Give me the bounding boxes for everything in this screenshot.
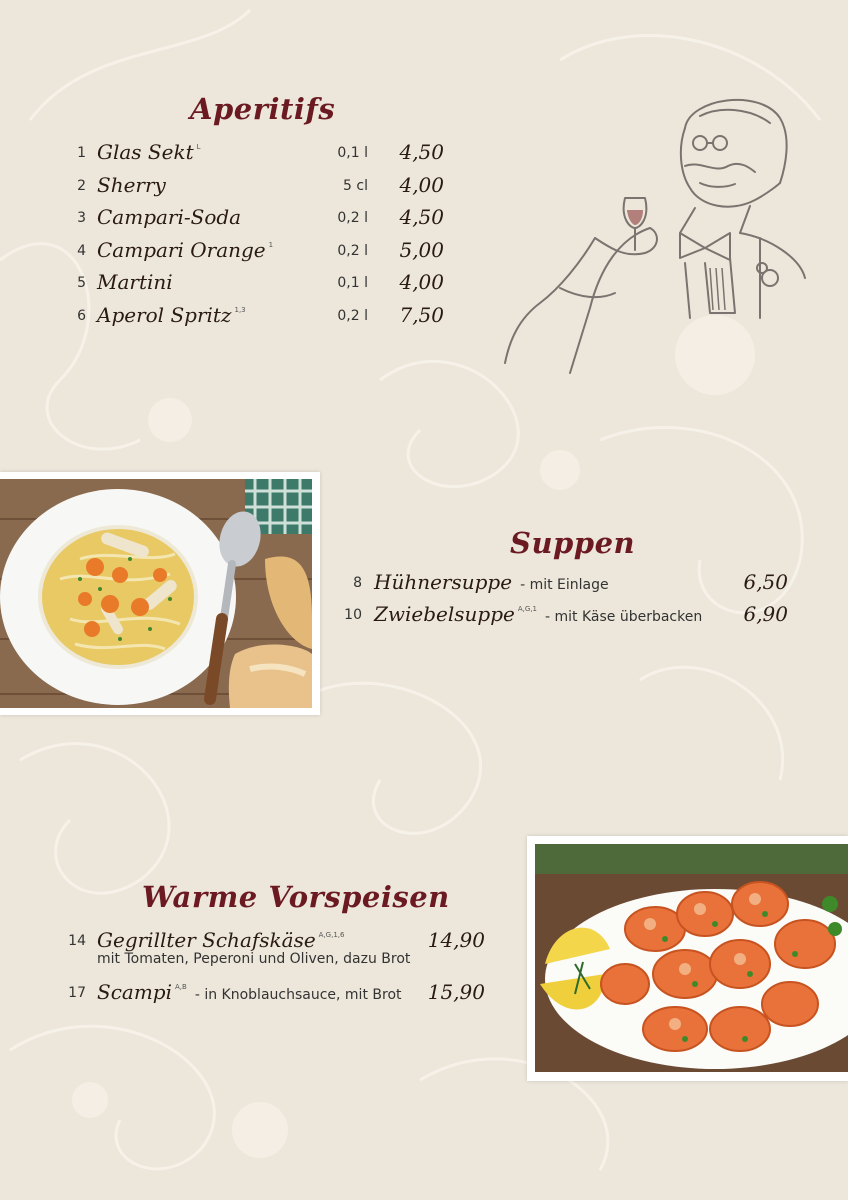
item-number: 4 bbox=[77, 242, 86, 259]
item-number: 10 bbox=[344, 607, 362, 623]
item-name-text: Gegrillter Schafskäse bbox=[97, 928, 316, 952]
item-name bbox=[97, 140, 201, 164]
item-name-text: Zwiebelsuppe bbox=[374, 602, 515, 626]
item-volume: 5 cl bbox=[343, 177, 368, 194]
item-description: - mit Käse überbacken bbox=[545, 609, 703, 625]
item-name bbox=[97, 238, 273, 262]
item-name-text: Campari-Soda bbox=[97, 205, 242, 229]
item-volume: 0,2 l bbox=[337, 210, 368, 226]
item-subline: mit Tomaten, Peperoni und Oliven, dazu Brot bbox=[97, 951, 411, 967]
item-name bbox=[97, 205, 241, 229]
allergen-codes: A,G,1,6 bbox=[318, 931, 345, 939]
item-description: - mit Einlage bbox=[520, 577, 609, 593]
item-name-text: Scampi bbox=[97, 980, 172, 1004]
item-name-text: Campari Orange bbox=[97, 237, 266, 262]
allergen-codes: 1 bbox=[268, 240, 274, 249]
item-price: 4,00 bbox=[399, 270, 444, 294]
item-number: 5 bbox=[77, 275, 86, 291]
allergen-codes: L bbox=[196, 143, 201, 151]
item-name bbox=[374, 602, 702, 626]
scampi-photo bbox=[527, 836, 848, 1081]
item-number: 3 bbox=[77, 210, 86, 226]
item-name-text: Aperol Spritz bbox=[97, 302, 232, 327]
item-price: 4,00 bbox=[399, 172, 444, 197]
item-number: 14 bbox=[68, 933, 86, 949]
suppen-title: Suppen bbox=[510, 526, 636, 560]
item-price: 6,90 bbox=[743, 602, 788, 626]
item-name-text: Glas Sekt bbox=[97, 140, 194, 164]
item-number: 8 bbox=[353, 575, 362, 591]
item-price: 5,00 bbox=[399, 237, 444, 262]
aperitifs-title: Aperitifs bbox=[190, 92, 336, 126]
item-name bbox=[97, 173, 166, 197]
allergen-codes: 1,3 bbox=[234, 305, 246, 314]
allergen-codes: A,B bbox=[175, 983, 187, 991]
item-number: 6 bbox=[77, 307, 86, 324]
vorspeisen-title: Warme Vorspeisen bbox=[142, 880, 450, 914]
item-name-text: Martini bbox=[97, 270, 173, 294]
item-price: 7,50 bbox=[399, 302, 444, 327]
item-name bbox=[97, 270, 173, 294]
allergen-codes: A,G,1 bbox=[517, 605, 537, 613]
item-number: 1 bbox=[77, 145, 86, 161]
item-number: 17 bbox=[68, 985, 86, 1001]
item-name bbox=[97, 303, 246, 327]
item-price: 4,50 bbox=[399, 205, 444, 229]
item-name bbox=[374, 570, 609, 594]
item-name bbox=[97, 980, 402, 1004]
item-name bbox=[97, 928, 344, 952]
item-price: 6,50 bbox=[743, 570, 788, 594]
waiter-illustration bbox=[500, 88, 810, 378]
item-number: 2 bbox=[77, 177, 86, 194]
item-volume: 0,1 l bbox=[337, 275, 368, 291]
item-volume: 0,1 l bbox=[337, 145, 368, 161]
item-price: 15,90 bbox=[427, 980, 485, 1004]
item-price: 14,90 bbox=[427, 928, 485, 952]
item-volume: 0,2 l bbox=[337, 242, 368, 259]
item-description: - in Knoblauchsauce, mit Brot bbox=[194, 987, 402, 1003]
item-volume: 0,2 l bbox=[337, 307, 368, 324]
item-price: 4,50 bbox=[399, 140, 444, 164]
soup-photo bbox=[0, 472, 320, 715]
item-name-text: Hühnersuppe bbox=[374, 570, 513, 594]
item-name-text: Sherry bbox=[97, 172, 166, 197]
